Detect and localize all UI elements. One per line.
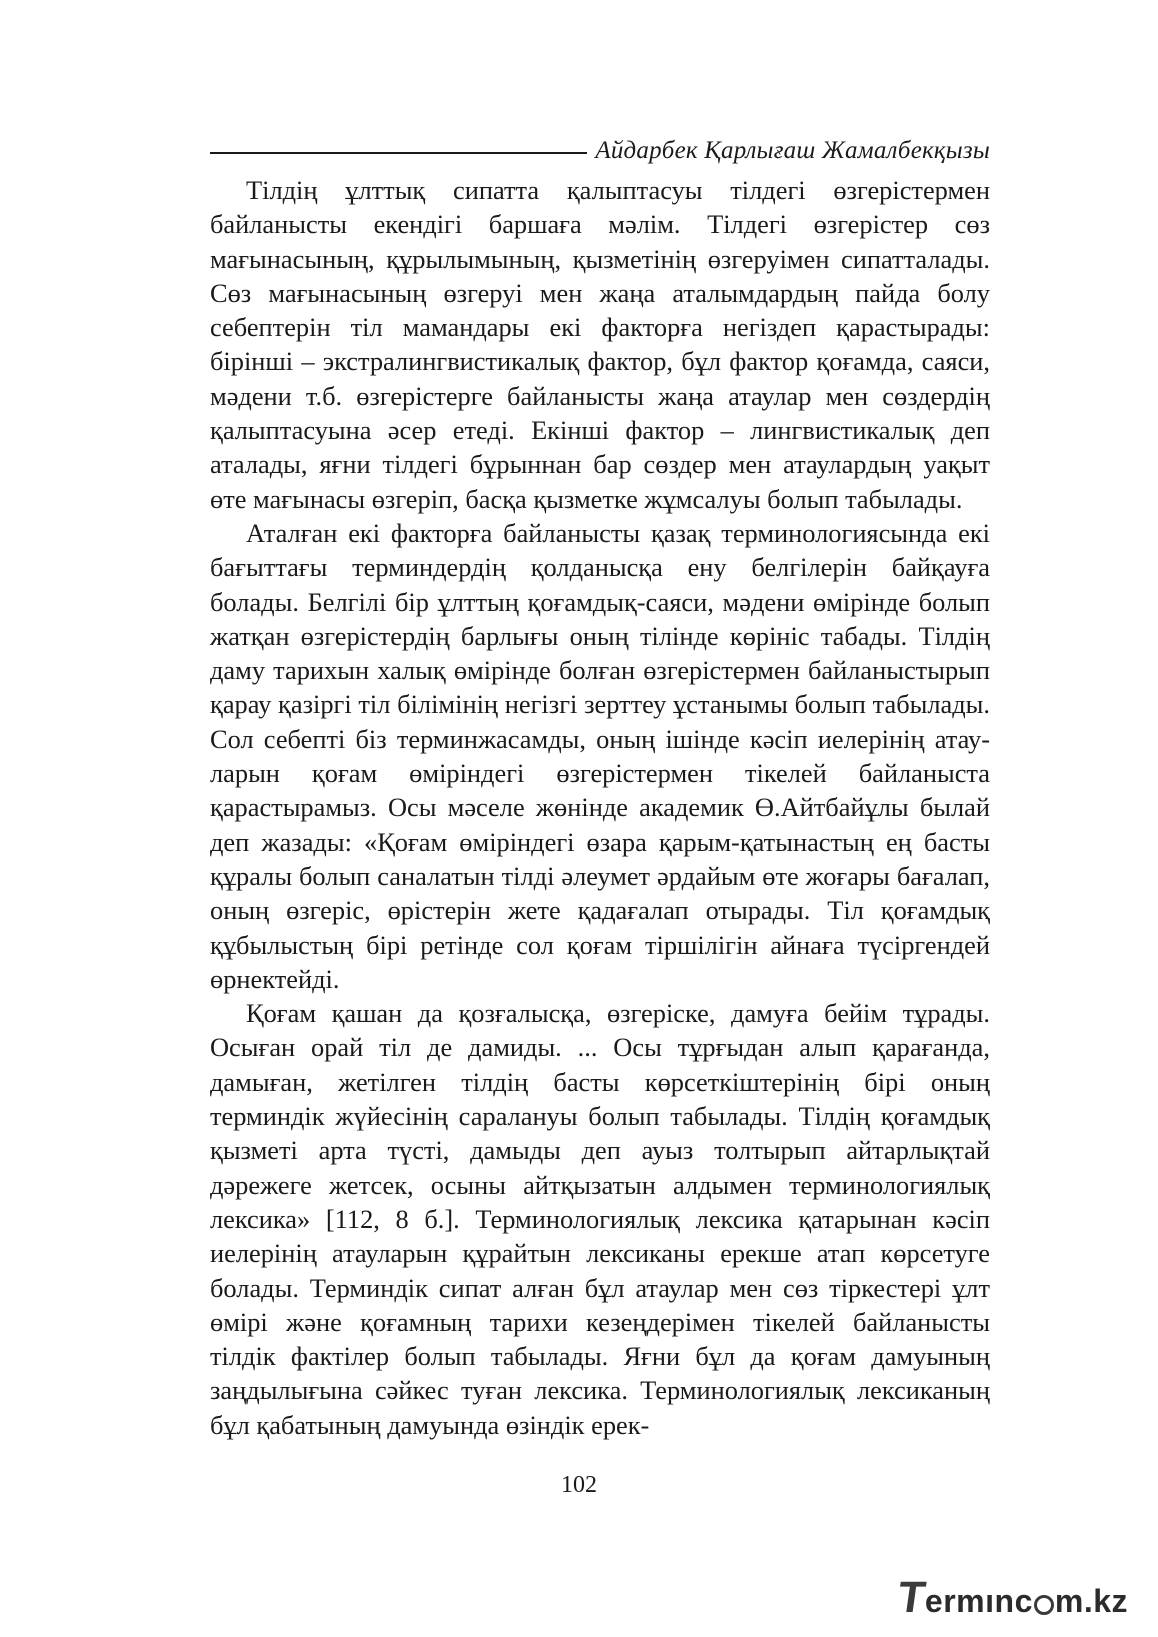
header-rule — [210, 152, 587, 154]
page-number: 102 — [561, 1472, 597, 1498]
header-author: Айдарбек Қарлығаш Жамалбекқызы — [595, 137, 990, 164]
paragraph-3: Қоғам қашан да қозғалысқа, өзгеріске, дамуға бейім тұрады. Осыған орай тіл де дамиды. ... Осы тұрғыдан алып қарағанда, дамыған, жетілген тілдің басты көрсеткіштерінің бірі оның терминдік жүйесінің саралануы болып табылады. Тілдің қоғамдық қызметі арта түсті, дамыды деп ауыз толтырып айтарлықтай дәрежеге жетсек, осыны айтқызатын алдымен терминологиялық лексика» [112, 8 б.]. Терминологиялық лексика қатарынан кәсіп иелерінің атауларын құрайтын лексиканы ерекше атап көрсетуге болады. Терминдік сипат алған бұл атаулар мен сөз тіркестері ұлт өмірі және қоғамның тарихи кезеңдерімен тікелей байланысты тілдік фактілер болып табылады. Яғни бұл да қоғам дамуының заңдылығына сәйкес туған лексика. Терминологиялық лексиканың бұл қабатының дамуында өзіндік ерек- — [210, 998, 990, 1440]
paragraph-1: Тілдің ұлттық сипатта қалыптасуы тілдегі өзгерістермен байланысты екендігі баршаға мәлім. Тілдегі өзгерістер сөз мағынасының, құрылымының, қызметінің өзгеруімен сипатталады. Сөз мағынасының өзгеруі мен жаңа аталымдардың пайда болу себептерін тіл мамандары екі факторға негіздеп қарастырады: бірінші – экстралингвистикалық фактор, бұл фактор қоғамда, саяси, мәдени т.б. өзгерістерге байланысты жаңа атаулар мен сөздердің қалыптасуына әсер етеді. Екінші фактор – лингвистикалық деп аталады, яғни тілдегі бұрыннан бар сөздер мен атаулардың уақыт өте мағынасы өзгеріп, басқа қызметке жұмсалуы болып табылады. — [210, 175, 990, 514]
watermark-ring-icon — [1034, 1595, 1054, 1615]
watermark-middle: ermınc — [924, 1583, 1033, 1619]
watermark-end: m.kz — [1054, 1583, 1128, 1619]
watermark-initial: T — [894, 1573, 929, 1622]
termincom-watermark — [894, 1573, 1128, 1622]
running-header — [210, 134, 990, 168]
body-text — [210, 173, 990, 1442]
paragraph-2: Аталған екі факторға байланысты қазақ терминологиясында екі бағыттағы терминдердің қолданысқа ену белгілерін байқауға болады. Белгілі бір ұлттың қоғамдық-саяси, мәдени өмірінде болып жатқан өзгерістердің барлығы оның тілінде көрініс табады. Тілдің даму тарихын халық өмірінде болған өзгерістермен байланыстырып қарау қазіргі тіл білімінің негізгі зерттеу ұстанымы болып табылады. Сол себепті біз терминжасамды, оның ішінде кәсіп иелерінің атауларын қоғам өміріндегі өзгерістермен тікелей байланыста қарастырамыз. Осы мәселе жөнінде академик Ө.Айтбайұлы былай деп жазады: «Қоғам өміріндегі өзара қарым-қатынастың ең басты құралы болып саналатын тілді әлеумет әрдайым өте жоғары бағалап, оның өзгеріс, өрістерін жете қадағалап отырады. Тіл қоғамдық құбылыстың бірі ретінде сол қоғам тіршілігін айнаға түсіргендей өрнектейді. — [210, 517, 990, 994]
